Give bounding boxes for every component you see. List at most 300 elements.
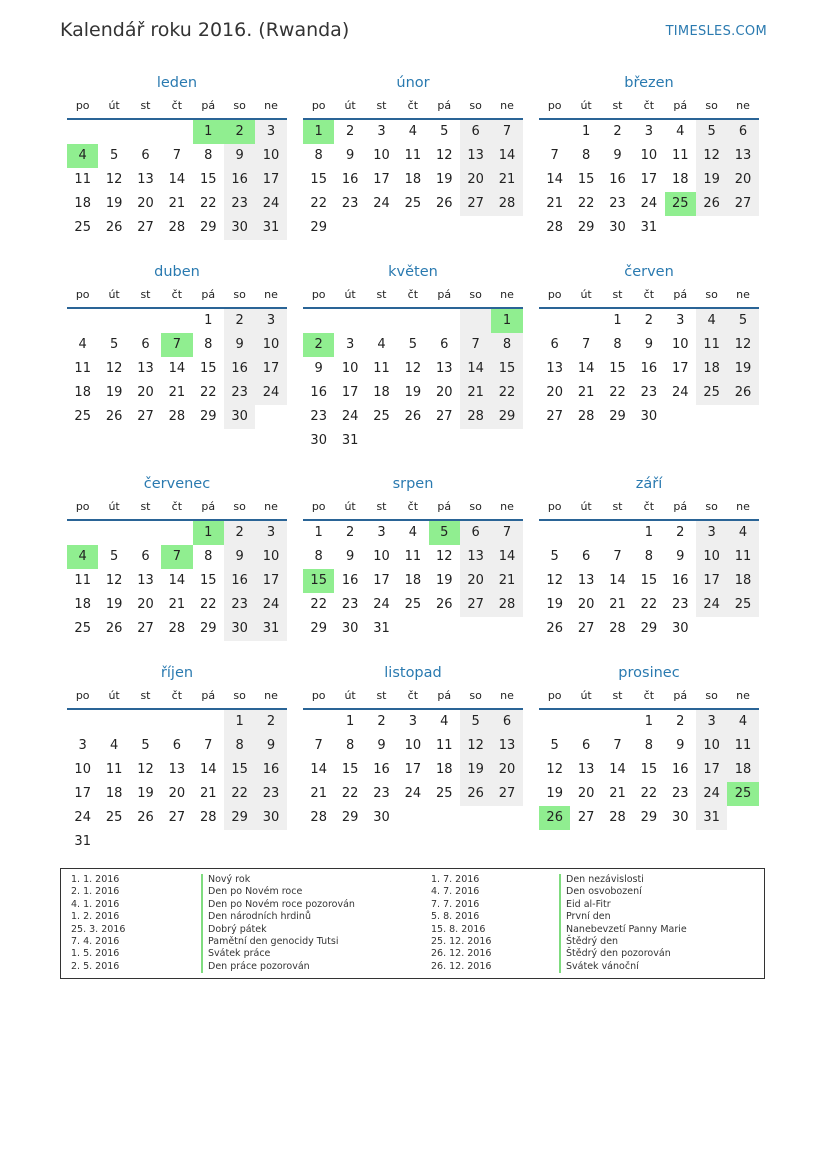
day-cell: 3 <box>255 521 286 545</box>
weekday-label: pá <box>437 288 452 301</box>
day-cell: 29 <box>640 621 658 636</box>
day-cell: 21 <box>168 196 186 211</box>
weekday-label: so <box>705 500 718 513</box>
day-cell: 2 <box>303 333 334 357</box>
weekday-label: pá <box>201 500 216 513</box>
empty-cell <box>303 309 334 333</box>
weekday-label: st <box>612 99 623 112</box>
day-cell: 5 <box>727 309 758 333</box>
day-cell: 22 <box>577 196 595 211</box>
day-cell: 12 <box>546 762 563 777</box>
day-cell: 7 <box>581 337 591 352</box>
day-cell: 2 <box>224 309 255 333</box>
weekday-label: po <box>311 689 326 702</box>
weekday-label: pá <box>673 500 688 513</box>
day-cell: 4 <box>440 714 449 729</box>
day-cell: 1 <box>303 120 334 144</box>
month-11 <box>303 662 523 830</box>
day-cell: 10 <box>696 545 727 569</box>
legend-holiday-name: Štědrý den <box>559 936 687 948</box>
day-cell: 20 <box>137 597 154 612</box>
weekday-header <box>303 283 523 309</box>
weekday-label: so <box>705 99 718 112</box>
day-cell: 22 <box>224 782 255 806</box>
day-cell: 2 <box>676 525 685 540</box>
day-cell: 3 <box>408 714 417 729</box>
day-cell: 8 <box>581 148 591 163</box>
day-cell: 30 <box>224 617 255 641</box>
day-cell: 14 <box>491 545 522 569</box>
day-cell: 30 <box>671 621 689 636</box>
day-cell: 22 <box>640 786 658 801</box>
day-cell: 10 <box>341 361 359 376</box>
empty-cell <box>130 120 161 144</box>
weekday-label: ne <box>264 500 278 513</box>
day-cell: 26 <box>727 381 758 405</box>
empty-cell <box>67 710 98 734</box>
day-cell: 13 <box>168 762 186 777</box>
weekday-label: út <box>580 99 592 112</box>
empty-cell <box>98 120 129 144</box>
weekday-label: pá <box>201 288 216 301</box>
day-cell: 22 <box>341 786 359 801</box>
day-cell: 6 <box>550 337 559 352</box>
day-cell: 25 <box>727 593 758 617</box>
day-cell: 25 <box>74 220 91 235</box>
empty-cell <box>727 806 758 830</box>
day-cell: 8 <box>314 549 323 564</box>
day-cell: 28 <box>460 405 491 429</box>
day-cell: 1 <box>644 525 653 540</box>
weekday-label: so <box>233 99 246 112</box>
weekday-label: po <box>547 99 562 112</box>
empty-cell <box>602 521 633 545</box>
day-cell: 21 <box>609 786 626 801</box>
weekday-label: pá <box>437 500 452 513</box>
day-cell: 22 <box>199 597 217 612</box>
legend-left-names <box>201 874 355 973</box>
empty-cell <box>397 309 428 333</box>
empty-cell <box>696 216 727 240</box>
day-cell: 30 <box>671 810 689 825</box>
empty-cell <box>696 617 727 641</box>
day-cell: 2 <box>613 124 622 139</box>
day-cell: 14 <box>609 573 626 588</box>
empty-cell <box>727 405 758 429</box>
day-cell: 27 <box>727 192 758 216</box>
weekday-label: so <box>705 288 718 301</box>
empty-cell <box>460 216 491 240</box>
day-cell: 22 <box>199 385 217 400</box>
day-cell: 18 <box>727 569 758 593</box>
weekday-label: čt <box>643 99 655 112</box>
day-cell: 29 <box>609 409 626 424</box>
day-cell: 13 <box>577 573 595 588</box>
day-cell: 6 <box>440 337 449 352</box>
day-cell: 20 <box>460 569 491 593</box>
day-cell: 22 <box>310 597 327 612</box>
day-cell: 10 <box>404 738 422 753</box>
day-grid <box>539 710 759 830</box>
day-grid <box>303 710 523 830</box>
day-cell: 16 <box>341 573 359 588</box>
day-cell: 24 <box>373 196 390 211</box>
day-cell: 28 <box>546 220 563 235</box>
day-cell: 15 <box>303 569 334 593</box>
day-cell: 12 <box>460 734 491 758</box>
day-cell: 11 <box>696 333 727 357</box>
empty-cell <box>67 521 98 545</box>
day-cell: 5 <box>550 549 559 564</box>
empty-cell <box>130 710 161 734</box>
day-cell: 20 <box>168 786 186 801</box>
day-cell: 19 <box>460 758 491 782</box>
day-cell: 12 <box>137 762 154 777</box>
day-cell: 2 <box>676 714 685 729</box>
day-cell: 24 <box>640 196 658 211</box>
day-cell: 22 <box>609 385 626 400</box>
month-1 <box>67 72 287 240</box>
day-cell: 20 <box>727 168 758 192</box>
weekday-label: st <box>612 288 623 301</box>
day-cell: 28 <box>168 220 186 235</box>
day-cell: 15 <box>640 762 658 777</box>
legend-date: 5. 8. 2016 <box>431 911 480 923</box>
day-cell: 21 <box>199 786 217 801</box>
day-cell: 11 <box>727 734 758 758</box>
weekday-label: st <box>376 500 387 513</box>
day-cell: 20 <box>577 786 595 801</box>
day-cell: 29 <box>199 220 217 235</box>
empty-cell <box>98 830 129 854</box>
empty-cell <box>429 309 460 333</box>
empty-cell <box>696 405 727 429</box>
day-cell: 27 <box>435 409 453 424</box>
day-cell: 17 <box>640 172 658 187</box>
day-cell: 7 <box>550 148 559 163</box>
day-cell: 4 <box>109 738 119 753</box>
weekday-label: čt <box>171 288 183 301</box>
day-cell: 29 <box>310 220 327 235</box>
day-cell: 6 <box>581 738 591 753</box>
day-cell: 7 <box>314 738 323 753</box>
weekday-label: ne <box>264 689 278 702</box>
weekday-label: čt <box>171 500 183 513</box>
day-cell: 17 <box>696 569 727 593</box>
month-name: prosinec <box>618 665 680 681</box>
day-cell: 17 <box>255 357 286 381</box>
day-cell: 27 <box>577 621 595 636</box>
legend-date: 26. 12. 2016 <box>431 948 492 960</box>
day-cell: 31 <box>373 621 390 636</box>
weekday-header <box>67 94 287 120</box>
weekday-label: ne <box>736 500 750 513</box>
day-cell: 16 <box>224 168 255 192</box>
day-cell: 28 <box>609 810 626 825</box>
day-cell: 16 <box>224 569 255 593</box>
day-cell: 4 <box>67 144 98 168</box>
day-cell: 3 <box>676 313 685 328</box>
empty-cell <box>130 309 161 333</box>
day-cell: 24 <box>255 593 286 617</box>
day-cell: 23 <box>224 192 255 216</box>
weekday-label: út <box>108 500 120 513</box>
day-cell: 30 <box>255 806 286 830</box>
weekday-label: čt <box>407 99 419 112</box>
day-cell: 1 <box>644 714 653 729</box>
day-cell: 11 <box>671 148 689 163</box>
empty-cell <box>397 216 428 240</box>
day-cell: 8 <box>204 148 213 163</box>
weekday-label: so <box>469 99 482 112</box>
weekday-label: po <box>75 500 90 513</box>
day-cell: 27 <box>137 220 154 235</box>
day-cell: 26 <box>539 806 570 830</box>
empty-cell <box>334 216 365 240</box>
day-cell: 21 <box>491 569 522 593</box>
day-cell: 3 <box>255 309 286 333</box>
month-2 <box>303 72 523 240</box>
legend-date: 15. 8. 2016 <box>431 923 486 935</box>
weekday-label: so <box>233 500 246 513</box>
day-cell: 23 <box>609 196 626 211</box>
day-cell: 7 <box>460 333 491 357</box>
day-cell: 12 <box>105 573 123 588</box>
brand-logo[interactable]: TIMESLES.COM <box>665 24 767 39</box>
day-cell: 11 <box>105 762 123 777</box>
empty-cell <box>539 710 570 734</box>
day-cell: 31 <box>255 617 286 641</box>
weekday-label: ne <box>500 99 514 112</box>
day-cell: 19 <box>404 385 422 400</box>
day-cell: 17 <box>341 385 359 400</box>
day-cell: 4 <box>676 124 685 139</box>
day-cell: 15 <box>609 361 626 376</box>
day-cell: 18 <box>74 385 91 400</box>
empty-cell <box>98 309 129 333</box>
day-cell: 17 <box>255 569 286 593</box>
day-cell: 21 <box>460 381 491 405</box>
day-cell: 3 <box>644 124 653 139</box>
weekday-label: po <box>311 99 326 112</box>
day-cell: 3 <box>255 120 286 144</box>
legend-holiday-name: Svátek vánoční <box>559 961 687 973</box>
day-cell: 11 <box>373 361 390 376</box>
day-cell: 7 <box>491 521 522 545</box>
day-cell: 2 <box>255 710 286 734</box>
day-cell: 23 <box>224 593 255 617</box>
day-cell: 11 <box>74 361 91 376</box>
weekday-label: čt <box>643 500 655 513</box>
weekday-label: pá <box>437 99 452 112</box>
weekday-label: so <box>469 288 482 301</box>
day-cell: 6 <box>460 521 491 545</box>
weekday-label: čt <box>643 689 655 702</box>
empty-cell <box>334 309 365 333</box>
day-grid <box>303 521 523 641</box>
day-cell: 3 <box>696 521 727 545</box>
day-cell: 16 <box>640 361 658 376</box>
empty-cell <box>255 830 286 854</box>
day-cell: 10 <box>696 734 727 758</box>
day-cell: 18 <box>727 758 758 782</box>
day-cell: 18 <box>404 172 422 187</box>
empty-cell <box>539 120 570 144</box>
day-grid <box>539 309 759 429</box>
empty-cell <box>727 216 758 240</box>
day-cell: 21 <box>577 385 595 400</box>
day-cell: 17 <box>373 573 390 588</box>
day-cell: 13 <box>727 144 758 168</box>
day-cell: 17 <box>696 758 727 782</box>
day-cell: 27 <box>577 810 595 825</box>
day-cell: 19 <box>105 597 123 612</box>
weekday-label: st <box>376 99 387 112</box>
day-cell: 9 <box>224 545 255 569</box>
day-cell: 21 <box>310 786 327 801</box>
day-cell: 27 <box>460 192 491 216</box>
weekday-label: ne <box>736 288 750 301</box>
empty-cell <box>130 521 161 545</box>
day-cell: 8 <box>644 738 653 753</box>
day-cell: 21 <box>609 597 626 612</box>
day-cell: 6 <box>141 549 150 564</box>
weekday-label: čt <box>407 689 419 702</box>
legend-date: 2. 5. 2016 <box>71 960 120 972</box>
day-cell: 23 <box>310 409 327 424</box>
day-cell: 28 <box>577 409 595 424</box>
empty-cell <box>460 429 491 453</box>
day-cell: 5 <box>429 521 460 545</box>
day-cell: 11 <box>74 172 91 187</box>
weekday-label: čt <box>407 288 419 301</box>
month-name: duben <box>154 264 200 280</box>
day-cell: 14 <box>168 573 186 588</box>
day-cell: 29 <box>199 409 217 424</box>
day-cell: 19 <box>727 357 758 381</box>
day-cell: 25 <box>373 409 390 424</box>
day-cell: 3 <box>696 710 727 734</box>
day-cell: 19 <box>137 786 154 801</box>
day-cell: 5 <box>550 738 559 753</box>
empty-cell <box>161 521 192 545</box>
day-cell: 11 <box>74 573 91 588</box>
day-cell: 6 <box>141 337 150 352</box>
day-cell: 31 <box>696 806 727 830</box>
weekday-label: út <box>580 500 592 513</box>
month-name: leden <box>156 75 198 91</box>
day-cell: 13 <box>137 361 154 376</box>
empty-cell <box>491 617 522 641</box>
day-cell: 10 <box>373 549 390 564</box>
day-cell: 9 <box>676 549 685 564</box>
day-cell: 23 <box>341 196 359 211</box>
empty-cell <box>98 521 129 545</box>
empty-cell <box>224 830 255 854</box>
day-cell: 17 <box>671 361 689 376</box>
empty-cell <box>570 309 601 333</box>
day-cell: 1 <box>581 124 591 139</box>
day-cell: 22 <box>199 196 217 211</box>
weekday-label: čt <box>171 689 183 702</box>
day-cell: 26 <box>435 196 453 211</box>
day-cell: 23 <box>671 786 689 801</box>
day-cell: 8 <box>644 549 653 564</box>
day-cell: 2 <box>224 521 255 545</box>
day-cell: 1 <box>224 710 255 734</box>
day-cell: 30 <box>640 409 658 424</box>
day-cell: 5 <box>141 738 150 753</box>
legend-right-dates <box>431 874 491 973</box>
day-cell: 25 <box>404 196 422 211</box>
day-cell: 20 <box>546 385 563 400</box>
day-cell: 24 <box>255 381 286 405</box>
day-cell: 31 <box>74 834 91 849</box>
day-cell: 15 <box>199 361 217 376</box>
day-cell: 15 <box>577 172 595 187</box>
day-cell: 9 <box>224 333 255 357</box>
weekday-label: út <box>108 99 120 112</box>
day-cell: 23 <box>255 782 286 806</box>
day-cell: 9 <box>377 738 386 753</box>
day-cell: 13 <box>137 172 154 187</box>
day-cell: 12 <box>105 172 123 187</box>
legend-date: 4. 1. 2016 <box>71 898 120 910</box>
day-cell: 27 <box>137 409 154 424</box>
day-cell: 1 <box>345 714 355 729</box>
month-12 <box>539 662 759 830</box>
day-cell: 9 <box>224 144 255 168</box>
day-cell: 3 <box>377 124 386 139</box>
day-cell: 29 <box>577 220 595 235</box>
day-cell: 8 <box>345 738 355 753</box>
day-cell: 29 <box>491 405 522 429</box>
weekday-label: pá <box>673 288 688 301</box>
weekday-label: čt <box>643 288 655 301</box>
legend-right-names <box>559 874 687 973</box>
empty-cell <box>429 617 460 641</box>
weekday-label: út <box>108 288 120 301</box>
day-cell: 10 <box>640 148 658 163</box>
empty-cell <box>429 429 460 453</box>
day-cell: 3 <box>377 525 386 540</box>
day-cell: 15 <box>199 172 217 187</box>
legend-date: 7. 4. 2016 <box>71 935 120 947</box>
day-cell: 20 <box>491 758 522 782</box>
day-cell: 19 <box>696 168 727 192</box>
weekday-label: po <box>311 288 326 301</box>
weekday-header <box>303 684 523 710</box>
day-cell: 5 <box>109 337 119 352</box>
day-cell: 22 <box>640 597 658 612</box>
legend-holiday-name: Pamětní den genocidy Tutsi <box>201 936 355 948</box>
day-cell: 8 <box>204 337 213 352</box>
day-cell: 1 <box>204 313 213 328</box>
day-cell: 20 <box>137 196 154 211</box>
day-cell: 5 <box>696 120 727 144</box>
month-8 <box>303 473 523 641</box>
day-cell: 23 <box>341 597 359 612</box>
day-cell: 1 <box>491 309 522 333</box>
month-name: říjen <box>160 665 194 681</box>
day-cell: 4 <box>408 124 417 139</box>
legend-date: 4. 7. 2016 <box>431 886 480 898</box>
weekday-label: po <box>75 689 90 702</box>
day-cell: 10 <box>373 148 390 163</box>
day-cell: 1 <box>193 120 224 144</box>
day-cell: 14 <box>491 144 522 168</box>
weekday-label: út <box>344 99 356 112</box>
